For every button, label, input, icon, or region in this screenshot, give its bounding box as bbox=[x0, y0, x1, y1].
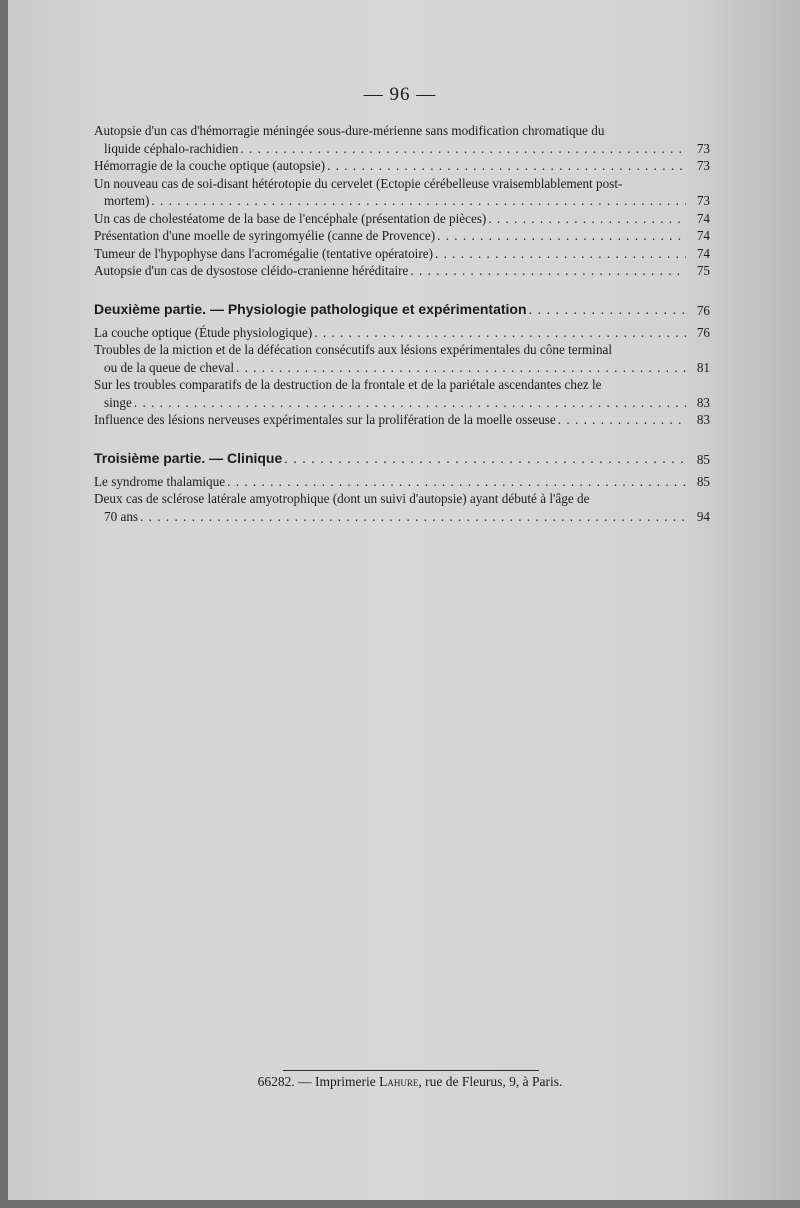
dot-leader bbox=[529, 302, 686, 320]
entry-page: 74 bbox=[696, 245, 710, 261]
entry-title: Tumeur de l'hypophyse dans l'acromégalie (tentative opératoire) bbox=[94, 245, 433, 261]
entry-title: La couche optique (Étude physiologique) bbox=[94, 324, 313, 340]
dot-leader bbox=[284, 451, 686, 469]
dot-leader bbox=[134, 394, 686, 412]
dot-leader bbox=[227, 473, 686, 491]
page-number: — 96 — bbox=[363, 84, 437, 105]
entry-page: 75 bbox=[696, 263, 710, 278]
footer-rule bbox=[283, 1070, 539, 1071]
dot-leader bbox=[435, 245, 686, 263]
entry-page: 76 bbox=[696, 324, 710, 340]
entry-title: mortem) bbox=[104, 193, 150, 208]
section-title: Deuxième partie. — Physiologie pathologique et expérimentation bbox=[94, 300, 527, 317]
toc-entry bbox=[94, 245, 710, 263]
toc-entry bbox=[94, 227, 710, 245]
entry-page: 73 bbox=[696, 140, 710, 156]
toc-entry bbox=[94, 411, 710, 429]
dot-leader bbox=[410, 262, 686, 280]
entry-title: ou de la queue de cheval bbox=[104, 359, 234, 375]
dot-leader bbox=[327, 157, 686, 175]
section-heading-physiology bbox=[94, 300, 710, 320]
entry-title: Présentation d'une moelle de syringomyélie (canne de Provence) bbox=[94, 228, 436, 243]
toc-entry bbox=[94, 341, 710, 376]
section-page: 76 bbox=[696, 302, 710, 318]
entry-title: Un cas de cholestéatome de la base de l'encéphale (présentation de pièces) bbox=[94, 210, 487, 226]
dot-leader bbox=[236, 359, 686, 377]
entry-title: liquide céphalo-rachidien bbox=[104, 140, 239, 156]
entry-page: 94 bbox=[696, 508, 710, 524]
entry-line: Troubles de la miction et de la défécation consécutifs aux lésions expérimentales du cône terminal bbox=[94, 342, 613, 357]
entry-title: 70 ans bbox=[104, 508, 139, 524]
dot-leader bbox=[240, 140, 686, 158]
entry-page: 83 bbox=[696, 394, 710, 410]
table-of-contents bbox=[94, 122, 710, 525]
printer-imprint bbox=[0, 1074, 800, 1090]
entry-line: Sur les troubles comparatifs de la destruction de la frontale et de la pariétale ascendantes chez le bbox=[94, 377, 602, 392]
dot-leader bbox=[151, 192, 686, 210]
printer-name: Lahure bbox=[379, 1074, 419, 1089]
toc-entry bbox=[94, 157, 710, 175]
entry-line: Autopsie d'un cas d'hémorragie méningée sous-dure-mérienne sans modification chromatique du bbox=[94, 123, 605, 138]
toc-entry bbox=[94, 262, 710, 280]
toc-entry bbox=[94, 210, 710, 228]
print-number: 66282. — bbox=[257, 1074, 312, 1089]
entry-title: Autopsie d'un cas de dysostose cléido-cranienne héréditaire bbox=[94, 263, 409, 278]
dot-leader bbox=[140, 508, 686, 526]
toc-entry bbox=[94, 376, 710, 411]
imprint-text: Imprimerie bbox=[315, 1074, 376, 1089]
entry-page: 85 bbox=[696, 473, 710, 489]
entry-page: 74 bbox=[696, 228, 710, 243]
entry-page: 73 bbox=[696, 158, 710, 173]
entry-line: Deux cas de sclérose latérale amyotrophique (dont un suivi d'autopsie) ayant débuté à l'âge de bbox=[94, 491, 590, 506]
toc-entry bbox=[94, 473, 710, 491]
section-page: 85 bbox=[696, 451, 710, 467]
dot-leader bbox=[314, 324, 686, 342]
dot-leader bbox=[558, 411, 686, 429]
imprint-address: , rue de Fleurus, 9, à Paris. bbox=[418, 1074, 563, 1089]
dot-leader bbox=[488, 210, 686, 228]
entry-title: Influence des lésions nerveuses expérimentales sur la prolifération de la moelle osseuse bbox=[94, 412, 556, 427]
entry-line: Un nouveau cas de soi-disant hétérotopie du cervelet (Ectopie cérébelleuse vraisemblablement post- bbox=[94, 175, 623, 191]
section-title: Troisième partie. — Clinique bbox=[94, 449, 283, 466]
section-heading-clinique bbox=[94, 449, 710, 469]
toc-entry bbox=[94, 490, 710, 525]
entry-title: Le syndrome thalamique bbox=[94, 473, 226, 489]
dot-leader bbox=[437, 227, 686, 245]
toc-entry bbox=[94, 324, 710, 342]
entry-page: 83 bbox=[696, 412, 710, 427]
entry-title: Hémorragie de la couche optique (autopsie) bbox=[94, 158, 326, 173]
entry-title: singe bbox=[104, 394, 132, 410]
entry-page: 73 bbox=[696, 193, 710, 208]
entry-page: 81 bbox=[696, 359, 710, 375]
toc-entry bbox=[94, 175, 710, 210]
toc-entry bbox=[94, 122, 710, 157]
entry-page: 74 bbox=[696, 210, 710, 226]
